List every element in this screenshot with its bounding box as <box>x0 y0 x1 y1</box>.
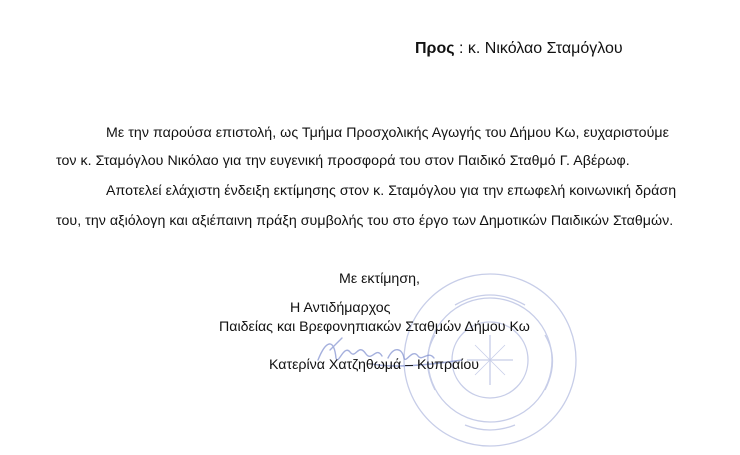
recipient-label: Προς <box>415 40 455 57</box>
recipient-name: : κ. Νικόλαο Σταμόγλου <box>454 40 623 57</box>
signatory-name: Κατερίνα Χατζηθωμά – Κυπραίου <box>269 357 480 373</box>
body-line-3: Αποτελεί ελάχιστη ένδειξη εκτίμησης στον κ. Σταμόγλου για την επωφελή κοινωνική δράση <box>106 183 677 199</box>
recipient-line <box>415 40 623 58</box>
body-line-1: Με την παρούσα επιστολή, ως Τμήμα Προσχολικής Αγωγής του Δήμου Κω, ευχαριστούμε <box>106 125 669 141</box>
body-line-2: τον κ. Σταμόγλου Νικόλαο για την ευγενική προσφορά του στον Παιδικό Σταθμό Γ. Αβέρωφ. <box>56 153 630 169</box>
signatory-title: Η Αντιδήμαρχος <box>290 300 391 316</box>
closing-greeting: Με εκτίμηση, <box>339 271 420 287</box>
signatory-department: Παιδείας και Βρεφονηπιακών Σταθμών Δήμου Κω <box>219 319 530 335</box>
body-line-4: του, την αξιόλογη και αξιέπαινη πράξη συμβολής του στο έργο των Δημοτικών Παιδικών Σταθμών. <box>56 213 674 229</box>
